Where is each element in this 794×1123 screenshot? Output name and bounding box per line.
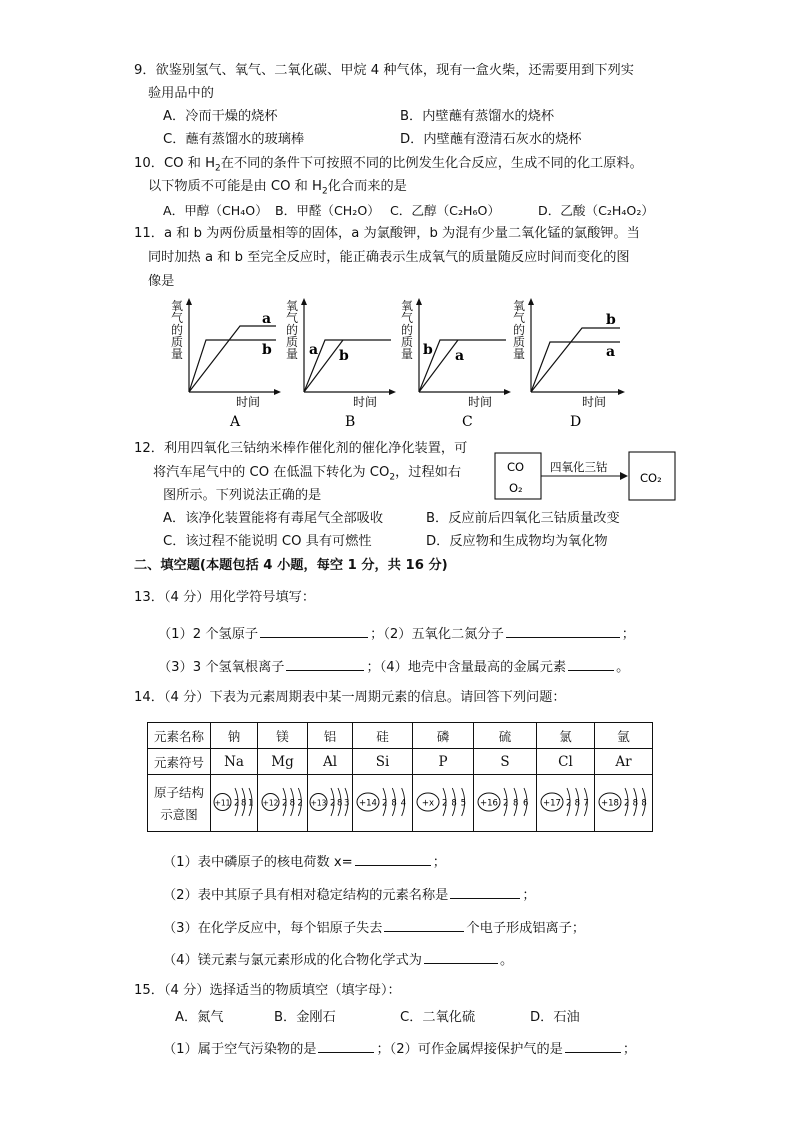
electron-count: 8 — [632, 798, 638, 808]
nucleus-charge: +11 — [214, 798, 231, 807]
q13-answer-blank-4[interactable] — [568, 656, 614, 671]
q9-option-d: D．内壁蘸有澄清石灰水的烧杯 — [400, 132, 582, 147]
header-atomic-structure: 原子结构 示意图 — [148, 775, 211, 832]
nucleus-charge: +x — [421, 798, 435, 808]
name-ar: 氩 — [595, 723, 653, 749]
q9-option-b: B．内壁蘸有蒸馏水的烧杯 — [400, 109, 555, 124]
electron-count: 5 — [460, 798, 467, 808]
graph-b-curve-label-a: a — [309, 342, 319, 358]
q14-sub2: （2）表中其原子具有相对稳定结构的元素名称是 ； — [163, 884, 536, 905]
header-element-name: 元素名称 — [148, 723, 211, 749]
electron-count: 8 — [574, 798, 580, 808]
q14-answer-blank-1[interactable] — [355, 851, 431, 866]
electron-count: 8 — [289, 798, 295, 808]
diagram-reactant-o2: O₂ — [509, 481, 523, 495]
nucleus-charge: +18 — [600, 798, 619, 808]
q15-option-c: C．二氧化硫 — [400, 1010, 476, 1025]
q11-stem-line2: 同时加热 a 和 b 至完全反应时，能正确表示生成氧气的质量随反应时间而变化的图 — [148, 250, 630, 265]
graph-d-curve-label-a: a — [606, 344, 616, 360]
nucleus-charge: +17 — [542, 798, 561, 808]
catalytic-converter-diagram — [490, 446, 684, 506]
graph-d — [510, 296, 634, 432]
q14-sub3: （3）在化学反应中，每个铝原子失去 个电子形成铝离子； — [163, 917, 585, 938]
electron-count: 3 — [344, 798, 350, 808]
graph-b-letter: B — [345, 414, 356, 430]
q12-option-d: D．反应物和生成物均为氧化物 — [426, 534, 608, 549]
electron-count: 8 — [241, 798, 247, 808]
graph-c-ylabel-4: 质 — [401, 335, 414, 349]
symbol-cl: Cl — [537, 749, 595, 775]
graph-a-ylabel-2: 气 — [171, 311, 184, 325]
graph-a-ylabel-5: 量 — [171, 347, 184, 361]
row-element-names — [148, 723, 653, 749]
q9-option-c: C．蘸有蒸馏水的玻璃棒 — [163, 132, 305, 147]
q13-line1: （1）2 个氢原子 ；（2）五氧化二氮分子 ； — [158, 623, 635, 644]
name-cl: 氯 — [537, 723, 595, 749]
q13-answer-blank-2[interactable] — [506, 623, 620, 638]
graph-c-curve-label-b: b — [423, 342, 433, 358]
row-element-symbols — [148, 749, 653, 775]
electron-count: 2 — [234, 798, 240, 808]
atom-diagram-s — [474, 775, 537, 832]
q12-option-b: B．反应前后四氧化三钴质量改变 — [426, 511, 620, 526]
graph-a-ylabel-3: 的 — [171, 323, 184, 337]
graph-c-ylabel-3: 的 — [401, 323, 414, 337]
q14-title: 14．（4 分）下表为元素周期表中某一周期元素的信息。请回答下列问题： — [134, 690, 566, 705]
q12-stem-line2: 将汽车尾气中的 CO 在低温下转化为 $CO_2$，过程如右 — [153, 465, 462, 483]
electron-count: 2 — [565, 798, 571, 808]
electron-count: 2 — [442, 798, 448, 808]
section-2-heading: 二、填空题(本题包括 4 小题，每空 1 分，共 16 分) — [134, 558, 448, 573]
graph-d-curve-label-b: b — [606, 312, 616, 328]
q12-stem-line1: 12．利用四氧化三钴纳米棒作催化剂的催化净化装置，可 — [134, 441, 468, 456]
diagram-product-co2: CO₂ — [640, 471, 662, 485]
q10-option-d: D．乙酸（C₂H₄O₂） — [538, 203, 654, 218]
graph-c-letter: C — [462, 414, 473, 430]
electron-count: 8 — [337, 798, 343, 808]
diagram-reactant-co: CO — [507, 460, 525, 474]
q15-title: 15．（4 分）选择适当的物质填空（填字母）： — [134, 983, 401, 998]
electron-count: 8 — [513, 798, 519, 808]
graph-d-ylabel-3: 的 — [513, 323, 526, 337]
q10-option-a: A．甲醇（CH₄O） — [163, 203, 268, 218]
q10-option-c: C．乙醇（C₂H₆O） — [390, 203, 501, 218]
symbol-ar: Ar — [595, 749, 653, 775]
q10-stem-line2: 以下物质不可能是由 CO 和 $H_2$化合而来的是 — [148, 179, 407, 197]
graph-b-xlabel: 时间 — [353, 395, 378, 409]
electron-count: 8 — [451, 798, 457, 808]
graph-a-curve-label-b: b — [262, 342, 272, 358]
graph-b-ylabel-2: 气 — [286, 311, 299, 325]
atom-diagram-ar — [595, 775, 653, 832]
graph-a-curve-label-a: a — [262, 311, 272, 327]
symbol-s: S — [474, 749, 537, 775]
graph-c-ylabel-1: 氧 — [401, 299, 414, 313]
atom-diagram-na — [211, 775, 258, 832]
q14-answer-blank-2[interactable] — [450, 884, 520, 899]
q14-sub1: （1）表中磷原子的核电荷数 x= ； — [163, 851, 446, 872]
electron-count: 2 — [503, 798, 509, 808]
graph-d-letter: D — [570, 414, 582, 430]
diagram-catalyst-label: 四氧化三钴 — [550, 460, 608, 474]
symbol-na: Na — [211, 749, 258, 775]
q9-stem-line2: 验用品中的 — [148, 86, 214, 101]
q14-answer-blank-3[interactable] — [384, 917, 464, 932]
row-atomic-structure — [148, 775, 653, 832]
electron-count: 7 — [582, 798, 589, 808]
q12-option-c: C．该过程不能说明 CO 具有可燃性 — [163, 534, 372, 549]
q14-answer-blank-4[interactable] — [424, 949, 498, 964]
graph-c-ylabel-5: 量 — [401, 347, 414, 361]
q14-sub4: （4）镁元素与氯元素形成的化合物化学式为 。 — [163, 949, 513, 970]
atom-diagram-si — [353, 775, 413, 832]
name-al: 铝 — [308, 723, 353, 749]
q10-option-b: B．甲醛（CH₂O） — [275, 203, 380, 218]
nucleus-charge: +12 — [262, 798, 278, 807]
nucleus-charge: +16 — [480, 798, 498, 808]
atom-diagram-al — [308, 775, 353, 832]
graph-b — [283, 296, 403, 432]
q15-option-d: D．石油 — [530, 1010, 580, 1025]
electron-count: 4 — [400, 798, 406, 808]
q15-line1: （1）属于空气污染物的是 ；（2）可作金属焊接保护气的是 ； — [163, 1038, 636, 1059]
electron-count: 6 — [523, 798, 529, 808]
graph-a-xlabel: 时间 — [236, 395, 261, 409]
graph-a-letter: A — [230, 414, 241, 430]
atom-diagram-cl — [537, 775, 595, 832]
q12-option-a: A．该净化装置能将有毒尾气全部吸收 — [163, 511, 384, 526]
atom-diagram-mg — [258, 775, 308, 832]
graph-d-ylabel-1: 氧 — [513, 299, 526, 313]
graph-a — [168, 296, 288, 432]
graph-c-ylabel-2: 气 — [401, 311, 414, 325]
electron-count: 2 — [623, 798, 629, 808]
symbol-al: Al — [308, 749, 353, 775]
q13-title: 13．（4 分）用化学符号填写： — [134, 590, 316, 605]
graph-b-ylabel-4: 质 — [286, 335, 299, 349]
electron-count: 1 — [248, 798, 254, 808]
q15-option-a: A．氮气 — [175, 1010, 224, 1025]
q15-answer-blank-1[interactable] — [318, 1038, 374, 1053]
q13-answer-blank-1[interactable] — [260, 623, 368, 638]
name-na: 钠 — [211, 723, 258, 749]
symbol-mg: Mg — [258, 749, 308, 775]
symbol-si: Si — [353, 749, 413, 775]
electron-count: 2 — [281, 798, 287, 808]
graph-a-ylabel-1: 氧 — [171, 299, 184, 313]
q12-stem-line3: 图所示。下列说法正确的是 — [163, 488, 322, 503]
q9-option-a: A．冷而干燥的烧杯 — [163, 109, 278, 124]
graph-d-ylabel-2: 气 — [513, 311, 526, 325]
header-element-symbol: 元素符号 — [148, 749, 211, 775]
electron-count: 2 — [296, 798, 303, 808]
periodic-table — [147, 722, 653, 832]
q11-stem-line1: 11．a 和 b 为两份质量相等的固体，a 为氯酸钾，b 为混有少量二氧化锰的氯酸钾。当 — [134, 226, 640, 241]
graph-b-ylabel-1: 氧 — [286, 299, 299, 313]
graph-c-xlabel: 时间 — [468, 395, 493, 409]
graph-a-ylabel-4: 质 — [171, 335, 184, 349]
electron-count: 2 — [330, 798, 336, 808]
q13-answer-blank-3[interactable] — [286, 656, 364, 671]
graph-b-curve-label-b: b — [339, 348, 349, 364]
nucleus-charge: +14 — [358, 798, 377, 808]
graph-c — [398, 296, 518, 432]
q9-stem-line1: 9．欲鉴别氢气、氧气、二氧化碳、甲烷 4 种气体，现有一盒火柴，还需要用到下列实 — [134, 63, 634, 78]
graph-b-ylabel-3: 的 — [286, 323, 299, 337]
q10-stem-line1: 10．CO 和 $H_2$在不同的条件下可按照不同的比例发生化合反应，生成不同的化工原料。 — [134, 156, 643, 174]
symbol-p: P — [413, 749, 474, 775]
name-p: 磷 — [413, 723, 474, 749]
graph-c-curve-label-a: a — [455, 348, 465, 364]
electron-count: 8 — [390, 798, 397, 808]
name-si: 硅 — [353, 723, 413, 749]
graph-d-xlabel: 时间 — [582, 395, 607, 409]
q13-line2: （3）3 个氢氧根离子 ；（4）地壳中含量最高的金属元素 。 — [158, 656, 629, 677]
electron-count: 8 — [640, 798, 647, 808]
graph-b-ylabel-5: 量 — [286, 347, 299, 361]
nucleus-charge: +13 — [310, 798, 327, 807]
q15-option-b: B．金刚石 — [274, 1010, 336, 1025]
electron-count: 2 — [381, 798, 387, 808]
name-s: 硫 — [474, 723, 537, 749]
graph-d-ylabel-4: 质 — [513, 335, 526, 349]
q15-answer-blank-2[interactable] — [565, 1038, 621, 1053]
q11-stem-line3: 像是 — [148, 274, 175, 289]
atom-diagram-p — [413, 775, 474, 832]
name-mg: 镁 — [258, 723, 308, 749]
graph-d-ylabel-5: 量 — [513, 347, 526, 361]
